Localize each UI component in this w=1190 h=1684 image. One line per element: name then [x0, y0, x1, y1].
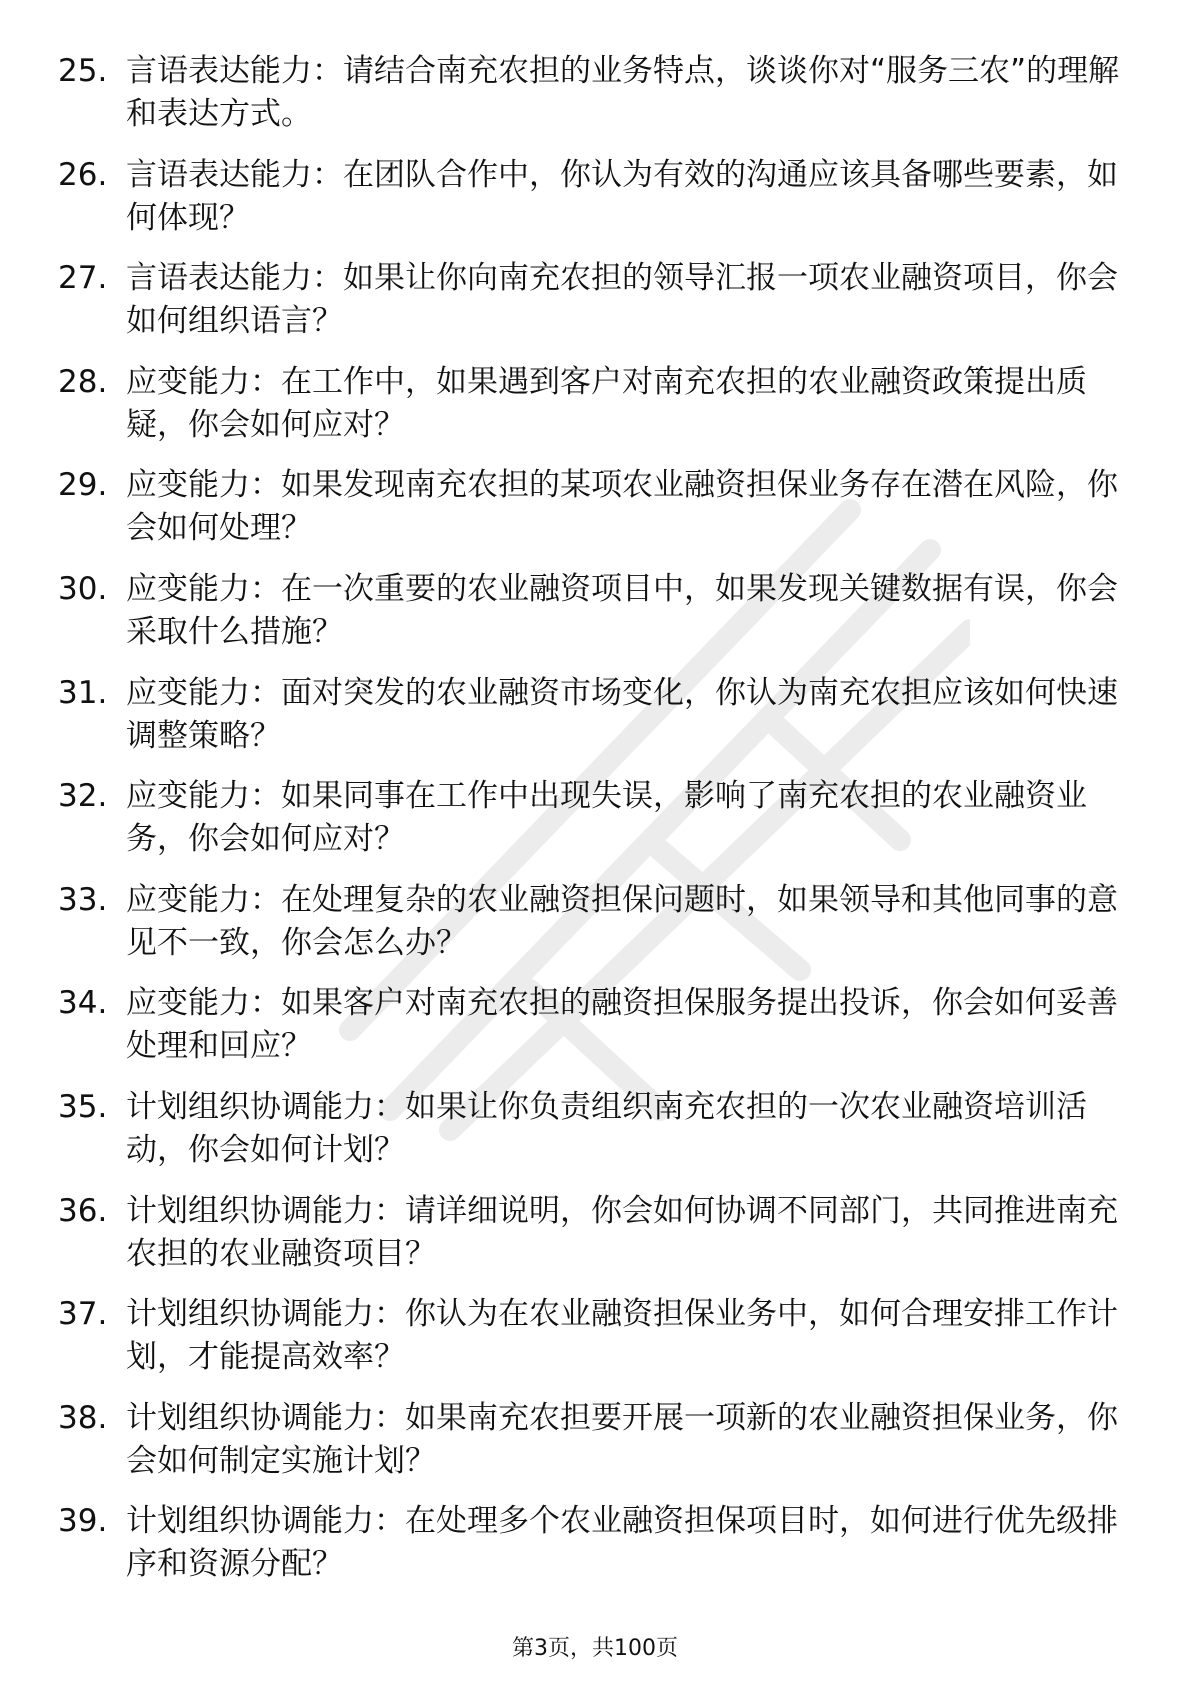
question-item	[58, 879, 1120, 983]
question-item	[58, 982, 1120, 1086]
question-text: 应变能力：在处理复杂的农业融资担保问题时，如果领导和其他同事的意见不一致，你会怎么办？	[126, 881, 1118, 961]
question-number: 37.	[58, 1296, 108, 1333]
question-text: 计划组织协调能力：在处理多个农业融资担保项目时，如何进行优先级排序和资源分配？	[126, 1503, 1118, 1583]
question-number: 27.	[58, 260, 108, 297]
question-item	[58, 50, 1120, 154]
question-number: 29.	[58, 467, 108, 504]
question-number: 32.	[58, 778, 108, 815]
question-item	[58, 672, 1120, 776]
question-text: 计划组织协调能力：你认为在农业融资担保业务中，如何合理安排工作计划，才能提高效率？	[126, 1296, 1118, 1376]
question-number: 33.	[58, 881, 108, 918]
question-item	[58, 361, 1120, 465]
question-item	[58, 775, 1120, 879]
question-item	[58, 1500, 1120, 1604]
question-item	[58, 1086, 1120, 1190]
question-text: 应变能力：如果客户对南充农担的融资担保服务提出投诉，你会如何妥善处理和回应？	[126, 985, 1118, 1065]
question-number: 30.	[58, 570, 108, 607]
question-text: 应变能力：在工作中，如果遇到客户对南充农担的农业融资政策提出质疑，你会如何应对？	[126, 363, 1087, 443]
question-number: 35.	[58, 1088, 108, 1125]
question-item	[58, 1293, 1120, 1397]
question-text: 言语表达能力：请结合南充农担的业务特点，谈谈你对“服务三农”的理解和表达方式。	[126, 53, 1120, 132]
question-number: 34.	[58, 985, 108, 1022]
page-footer: 第3页，共100页	[512, 1636, 678, 1661]
question-text: 应变能力：如果同事在工作中出现失误，影响了南充农担的农业融资业务，你会如何应对？	[126, 778, 1087, 858]
question-number: 39.	[58, 1503, 108, 1540]
question-text: 言语表达能力：在团队合作中，你认为有效的沟通应该具备哪些要素，如何体现？	[126, 156, 1118, 236]
question-number: 31.	[58, 674, 108, 711]
question-list	[58, 50, 1120, 1604]
question-number: 36.	[58, 1192, 108, 1229]
question-text: 计划组织协调能力：如果南充农担要开展一项新的农业融资担保业务，你会如何制定实施计划？	[126, 1399, 1118, 1479]
question-item	[58, 1190, 1120, 1294]
question-item	[58, 257, 1120, 361]
question-item	[58, 464, 1120, 568]
question-number: 26.	[58, 156, 108, 193]
question-item	[58, 1397, 1120, 1501]
question-text: 应变能力：在一次重要的农业融资项目中，如果发现关键数据有误，你会采取什么措施？	[126, 570, 1118, 650]
question-text: 计划组织协调能力：如果让你负责组织南充农担的一次农业融资培训活动，你会如何计划？	[126, 1088, 1087, 1168]
question-number: 28.	[58, 363, 108, 400]
question-number: 25.	[58, 53, 108, 89]
question-item	[58, 154, 1120, 258]
question-item	[58, 568, 1120, 672]
question-text: 言语表达能力：如果让你向南充农担的领导汇报一项农业融资项目，你会如何组织语言？	[126, 260, 1118, 340]
question-text: 计划组织协调能力：请详细说明，你会如何协调不同部门，共同推进南充农担的农业融资项目？	[126, 1192, 1118, 1272]
question-text: 应变能力：面对突发的农业融资市场变化，你认为南充农担应该如何快速调整策略？	[126, 674, 1118, 754]
question-number: 38.	[58, 1399, 108, 1436]
question-text: 应变能力：如果发现南充农担的某项农业融资担保业务存在潜在风险，你会如何处理？	[126, 467, 1118, 547]
